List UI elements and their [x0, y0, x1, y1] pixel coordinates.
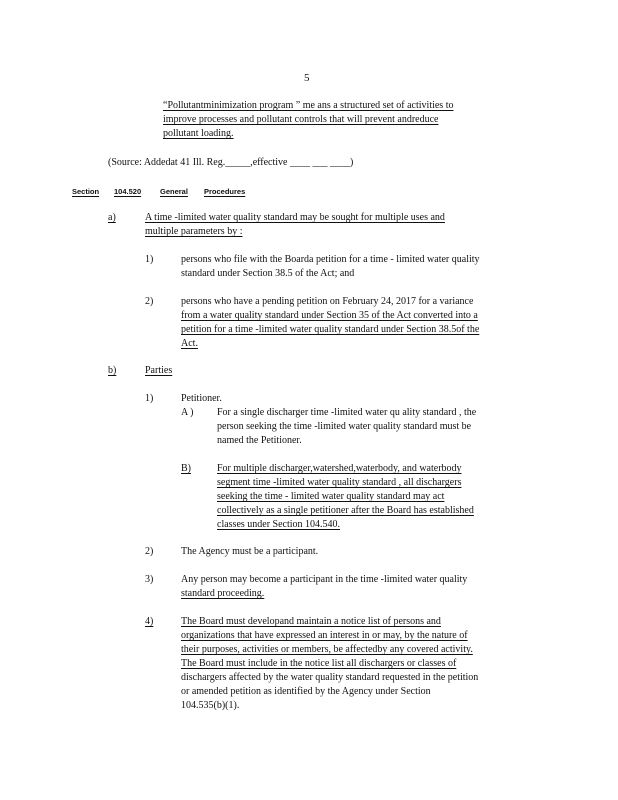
section-label: Section — [72, 187, 100, 196]
item-b-4-text — [181, 615, 478, 713]
item-b-1-A-text — [217, 406, 476, 448]
item-b-3-line: Any person may become a participant in the time -limited water quality — [181, 574, 468, 585]
item-b-1-title: Petitioner. — [181, 393, 222, 404]
item-b-2-label: 2) — [145, 546, 154, 557]
item-a-1-label: 1) — [145, 254, 154, 265]
item-b-4-line: 104.535(b)(1). — [181, 700, 240, 711]
item-a-line: multiple parameters by : — [145, 226, 243, 237]
section-title-general: General — [160, 187, 188, 196]
page-number: 5 — [304, 72, 310, 84]
item-b-1-B-text — [217, 462, 474, 532]
item-b-3-line: standard proceeding. — [181, 588, 265, 599]
item-b-title: Parties — [145, 365, 173, 376]
item-b-1-B-line: segment time -limited water quality standard , all dischargers — [217, 477, 462, 488]
item-b-1-B-line: seeking the time - limited water quality standard may act — [217, 491, 445, 502]
item-a-2-line: petition for a time -limited water quality standard under Section 38.5of the — [181, 324, 480, 335]
item-b-4-line: The Board must developand maintain a notice list of persons and — [181, 616, 441, 627]
item-b-4-label: 4) — [145, 616, 154, 627]
item-a-2-line: persons who have a pending petition on February 24, 2017 for a variance — [181, 296, 474, 307]
item-b-1-A-line: person seeking the time -limited water quality standard must be — [217, 421, 472, 432]
definition-line: improve processes and pollutant controls that will prevent andreduce — [163, 114, 439, 125]
item-b-1-B-label: B) — [181, 463, 191, 474]
definition-line: “Pollutantminimization program ” me ans a structured set of activities to — [163, 100, 454, 111]
item-a-2-line: Act. — [181, 338, 198, 349]
item-b-1-A-label: A ) — [181, 407, 194, 418]
source-note: (Source: Addedat 41 Ill. Reg._____,effective ____ ___ ____) — [108, 157, 354, 168]
item-b-4-line: organizations that have expressed an interest in or may, by the nature of — [181, 630, 468, 641]
item-b-1-label: 1) — [145, 393, 154, 404]
item-a-1-line: persons who file with the Boarda petition for a time - limited water quality — [181, 254, 480, 265]
item-b-4-line: dischargers affected by the water quality standard requested in the petition — [181, 672, 479, 683]
section-number: 104.520 — [114, 187, 142, 196]
definition-line: pollutant loading. — [163, 128, 234, 139]
item-b-4-line: or amended petition as identified by the Agency under Section — [181, 686, 431, 697]
item-a-2-text — [181, 295, 479, 351]
item-a-2-label: 2) — [145, 296, 154, 307]
item-b-3-label: 3) — [145, 574, 154, 585]
item-a-line: A time -limited water quality standard may be sought for multiple uses and — [145, 212, 445, 223]
item-b-1-A-line: named the Petitioner. — [217, 435, 302, 446]
item-b-4-line: their purposes, activities or members, be affectedby any covered activity. — [181, 644, 473, 655]
item-a-2-line: from a water quality standard under Section 35 of the Act converted into a — [181, 310, 478, 321]
item-b-1-B-line: For multiple discharger,watershed,waterbody, and waterbody — [217, 463, 462, 474]
item-a-1-text — [181, 253, 480, 281]
definition-paragraph — [163, 99, 453, 141]
section-heading — [72, 185, 246, 199]
item-a-label: a) — [108, 212, 116, 223]
item-b-4-line: The Board must include in the notice list all dischargers or classes of — [181, 658, 457, 669]
item-b-3-text — [181, 573, 467, 601]
item-a-text — [145, 211, 445, 239]
item-b-1-B-line: classes under Section 104.540. — [217, 519, 341, 530]
item-b-1-A-line: For a single discharger time -limited water qu ality standard , the — [217, 407, 477, 418]
item-b-1-B-line: collectively as a single petitioner after the Board has established — [217, 505, 474, 516]
item-b-2-text: The Agency must be a participant. — [181, 546, 319, 557]
item-b-label: b) — [108, 365, 117, 376]
section-title-procedures: Procedures — [204, 187, 246, 196]
item-a-1-line: standard under Section 38.5 of the Act; and — [181, 268, 355, 279]
